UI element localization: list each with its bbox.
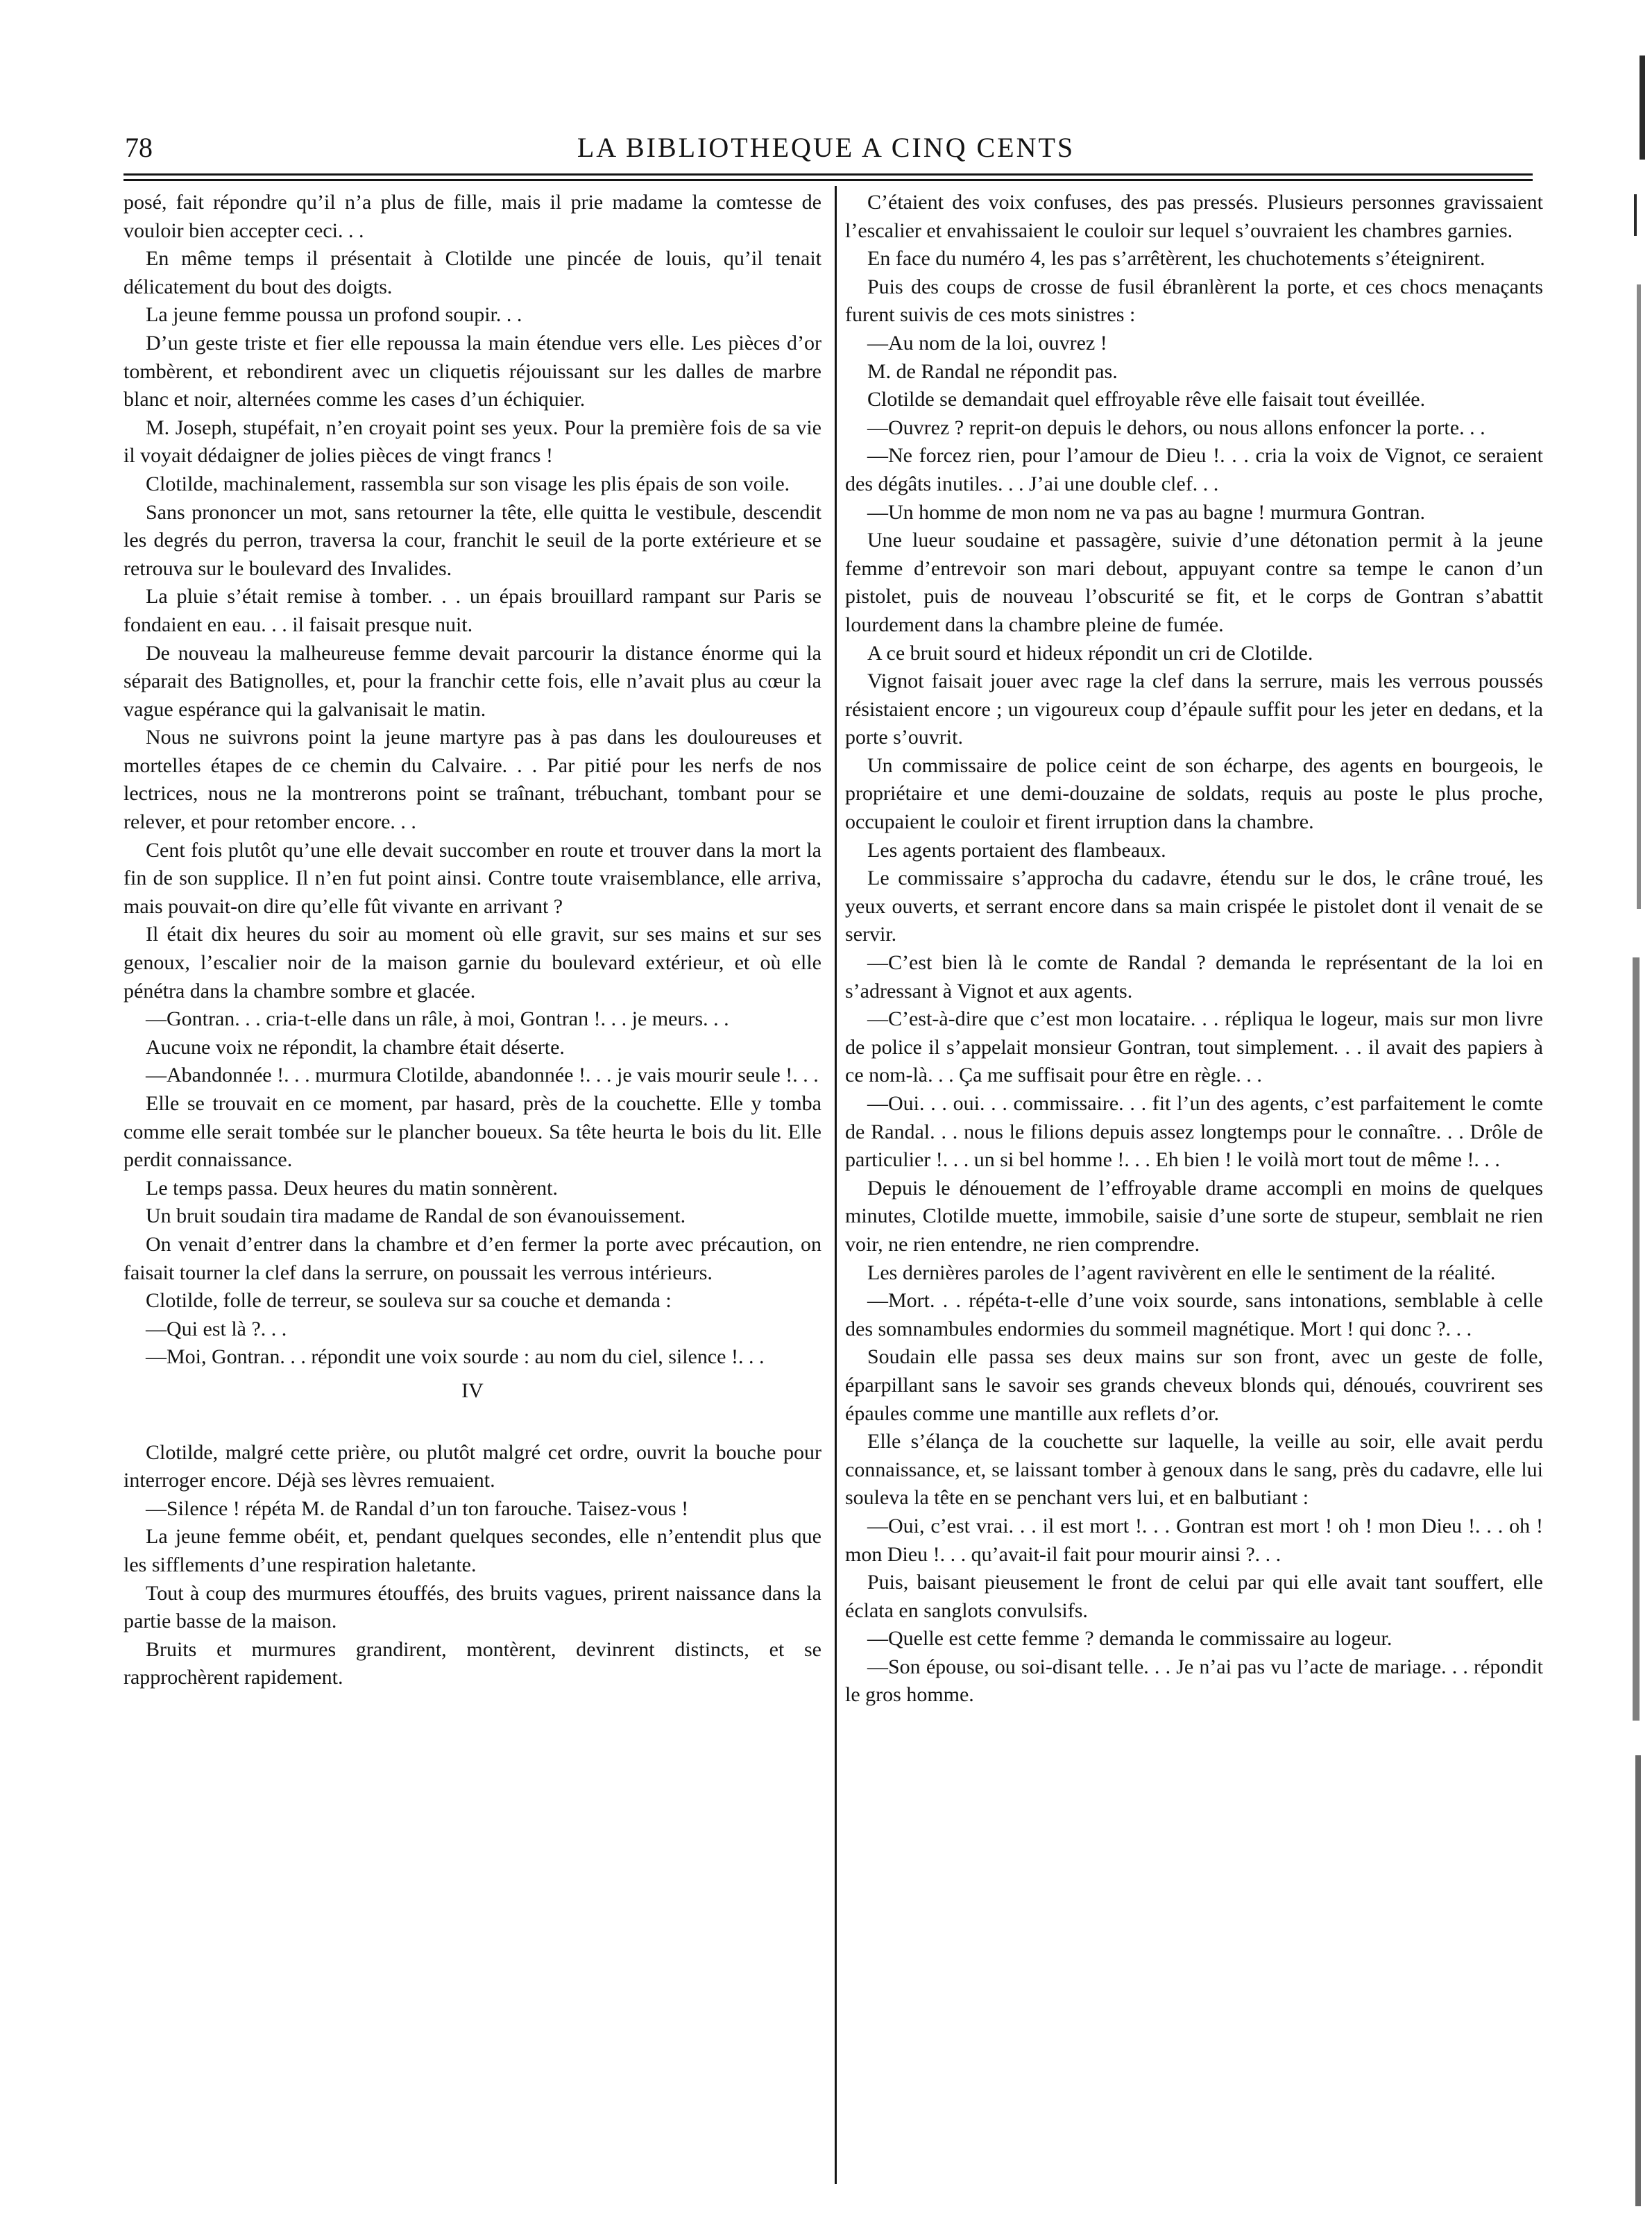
paragraph: En face du numéro 4, les pas s’arrêtèrent, les chuchotements s’éteignirent. <box>867 247 1485 271</box>
paragraph: Tout à coup des murmures étouffés, des bruits vagues, prirent naissance dans la partie basse de la maison. <box>124 1581 821 1633</box>
paragraph: Le temps passa. Deux heures du matin sonnèrent. <box>146 1176 559 1200</box>
paragraph: —Moi, Gontran. . . répondit une voix sourde : au nom du ciel, silence !. . . <box>146 1345 765 1369</box>
paragraph: C’étaient des voix confuses, des pas pressés. Plusieurs personnes gravissaient l’escalier et envahissaient le couloir sur lequel s’ouvraient les chambres garnies. <box>845 191 1543 242</box>
paragraph: —Au nom de la loi, ouvrez ! <box>867 331 1107 355</box>
paragraph: —Oui, c’est vrai. . . il est mort !. . . Gontran est mort ! oh ! mon Dieu !. . . oh ! mon Dieu !. . . qu’avait-il fait pour mourir ainsi ?. . . <box>845 1514 1543 1566</box>
paragraph: Puis, baisant pieusement le front de celui par qui elle avait tant souffert, elle éclata en sanglots convulsifs. <box>845 1571 1543 1622</box>
header-rule-bottom <box>124 179 1533 181</box>
column-divider <box>835 186 837 2184</box>
paragraph: —Quelle est cette femme ? demanda le commissaire au logeur. <box>867 1627 1393 1651</box>
paragraph: —Son épouse, ou soi-disant telle. . . Je n’ai pas vu l’acte de mariage. . . répondit le gros homme. <box>845 1655 1543 1707</box>
section-heading: IV <box>461 1379 484 1402</box>
paragraph: posé, fait répondre qu’il n’a plus de fille, mais il prie madame la comtesse de vouloir bien accepter ceci. . . <box>124 191 821 242</box>
paragraph: M. Joseph, stupéfait, n’en croyait point ses yeux. Pour la première fois de sa vie il voyait dédaigner de jolies pièces de vingt francs ! <box>124 416 821 468</box>
paragraph: —Un homme de mon nom ne va pas au bagne ! murmura Gontran. <box>867 500 1425 524</box>
paragraph: Elle se trouvait en ce moment, par hasard, près de la couchette. Elle y tomba comme elle serait tombée sur le plancher boueux. Sa tête heurta le bois du lit. Elle perdit connaissance. <box>124 1092 821 1172</box>
paragraph: Vignot faisait jouer avec rage la clef dans la serrure, mais les verrous poussés résistaient encore ; un vigoureux coup d’épaule suffit pour les jeter en dedans, et la porte s’ouvrit. <box>845 670 1543 749</box>
paragraph: Puis des coups de crosse de fusil ébranlèrent la porte, et ces chocs menaçants furent suivis de ces mots sinistres : <box>845 275 1543 327</box>
paragraph: Soudain elle passa ses deux mains sur son front, avec un geste de folle, éparpillant sans le savoir ses grands cheveux blonds qui, dénoués, couvrirent ses épaules comme une mantille aux reflets d’or. <box>845 1345 1543 1425</box>
paragraph: Depuis le dénouement de l’effroyable drame accompli en moins de quelques minutes, Clotilde muette, immobile, saisie d’une sorte de stupeur, semblait ne rien voir, ne rien entendre, ne rien comprendre. <box>845 1176 1543 1256</box>
paragraph: Une lueur soudaine et passagère, suivie d’une détonation permit à la jeune femme d’entrevoir son mari debout, appuyant contre sa tempe le canon d’un pistolet, puis de nouveau l’obscurité se fit, et le corps de Gontran s’abattit lourdement dans la chambre pleine de fumée. <box>845 529 1543 636</box>
paragraph: —Ouvrez ? reprit-on depuis le dehors, ou nous allons enfoncer la porte. . . <box>867 416 1485 439</box>
paragraph: Les agents portaient des flambeaux. <box>867 838 1166 862</box>
page-number: 78 <box>125 132 153 163</box>
paragraph: Les dernières paroles de l’agent ravivèrent en elle le sentiment de la réalité. <box>867 1261 1496 1284</box>
paragraph: —C’est bien là le comte de Randal ? demanda le représentant de la loi en s’adressant à Vignot et aux agents. <box>845 951 1543 1003</box>
paragraph: Un bruit soudain tira madame de Randal de son évanouissement. <box>146 1204 686 1228</box>
paragraph: La jeune femme obéit, et, pendant quelques secondes, elle n’entendit plus que les sifflements d’une respiration haletante. <box>124 1525 821 1576</box>
left-column <box>124 189 821 1692</box>
paragraph: Clotilde, malgré cette prière, ou plutôt malgré cet ordre, ouvrit la bouche pour interroger encore. Déjà ses lèvres remuaient. <box>124 1440 821 1492</box>
paragraph: Sans prononcer un mot, sans retourner la tête, elle quitta le vestibule, descendit les degrés du perron, traversa la cour, franchit le seuil de la porte extérieure et se retrouva sur le boulevard des Invalides. <box>124 500 821 580</box>
header-rule-top <box>124 173 1533 176</box>
paragraph: Nous ne suivrons point la jeune martyre pas à pas dans les douloureuses et mortelles étapes de ce chemin du Calvaire. . . Par pitié pour les nerfs de nos lectrices, nous ne la montrerons point se traînant, trébuchant, tombant pour se relever, et pour retomber encore. . . <box>124 726 821 834</box>
right-column <box>845 189 1543 1709</box>
paragraph: En même temps il présentait à Clotilde une pincée de louis, qu’il tenait délicatement du bout des doigts. <box>124 247 821 298</box>
paragraph: —Ne forcez rien, pour l’amour de Dieu !. . . cria la voix de Vignot, ce seraient des dégâts inutiles. . . J’ai une double clef. . . <box>845 444 1543 495</box>
paragraph: —Oui. . . oui. . . commissaire. . . fit l’un des agents, c’est parfaitement le comte de Randal. . . nous le filions depuis assez longtemps pour le connaître. . . Drôle de particulier !. . . un si bel homme !. . . Eh bien ! le voilà mort tout de même !. . . <box>845 1092 1543 1172</box>
paragraph: Cent fois plutôt qu’une elle devait succomber en route et trouver dans la mort la fin de son supplice. Il n’en fut point ainsi. Contre toute vraisemblance, elle arriva, mais pouvait-on dire qu’elle fût vivante en arrivant ? <box>124 838 821 918</box>
paragraph: —Abandonnée !. . . murmura Clotilde, abandonnée !. . . je vais mourir seule !. . . <box>146 1064 819 1087</box>
paragraph: —Silence ! répéta M. de Randal d’un ton farouche. Taisez-vous ! <box>146 1497 689 1520</box>
paragraph: De nouveau la malheureuse femme devait parcourir la distance énorme qui la séparait des Batignolles, et, pour la franchir cette fois, elle n’avait plus au cœur la vague espérance qui la galvanisait le matin. <box>124 641 821 721</box>
paragraph: Clotilde se demandait quel effroyable rêve elle faisait tout éveillée. <box>867 388 1426 411</box>
paragraph: Un commissaire de police ceint de son écharpe, des agents en bourgeois, le propriétaire et une demi-douzaine de soldats, requis au poste le plus proche, occupaient le couloir et firent irruption dans la chambre. <box>845 753 1543 834</box>
paragraph: Il était dix heures du soir au moment où elle gravit, sur ses mains et sur ses genoux, l’escalier noir de la maison garnie du boulevard extérieur, et où elle pénétra dans la chambre sombre et glacée. <box>124 923 821 1003</box>
scan-edge-marks <box>1627 56 1652 2206</box>
paragraph: —C’est-à-dire que c’est mon locataire. . . répliqua le logeur, mais sur mon livre de police il s’appelait monsieur Gontran, tout simplement. . . il avait des papiers à ce nom-là. . . Ça me suffisait pour être en règle. . . <box>845 1007 1543 1087</box>
paragraph: Aucune voix ne répondit, la chambre était déserte. <box>146 1035 565 1059</box>
paragraph: Bruits et murmures grandirent, montèrent, devinrent distincts, et se rapprochèrent rapidement. <box>124 1637 821 1689</box>
paragraph: A ce bruit sourd et hideux répondit un cri de Clotilde. <box>867 641 1313 665</box>
paragraph: Clotilde, folle de terreur, se souleva sur sa couche et demanda : <box>146 1289 672 1313</box>
paragraph: M. de Randal ne répondit pas. <box>867 359 1118 383</box>
paragraph: D’un geste triste et fier elle repoussa la main étendue vers elle. Les pièces d’or tombèrent, et rebondirent avec un cliquetis réjouissant sur les dalles de marbre blanc et noir, alternées comme les cases d’un échiquier. <box>124 331 821 411</box>
paragraph: On venait d’entrer dans la chambre et d’en fermer la porte avec précaution, on faisait tourner la clef dans la serrure, on poussait les verrous intérieurs. <box>124 1232 821 1284</box>
paragraph: La pluie s’était remise à tomber. . . un épais brouillard rampant sur Paris se fondaient en eau. . . il faisait presque nuit. <box>124 585 821 636</box>
running-title: LA BIBLIOTHEQUE A CINQ CENTS <box>577 132 1075 163</box>
paragraph: Elle s’élança de la couchette sur laquelle, la veille au soir, elle avait perdu connaissance, et, se laissant tomber à genoux dans le sang, près du cadavre, elle lui souleva la tête en se penchant vers lui, et en balbutiant : <box>845 1430 1543 1510</box>
paragraph: —Qui est là ?. . . <box>146 1317 287 1340</box>
paragraph: —Mort. . . répéta-t-elle d’une voix sourde, sans intonations, semblable à celle des somnambules endormies du sommeil magnétique. Mort ! qui donc ?. . . <box>845 1289 1543 1340</box>
paragraph: Clotilde, machinalement, rassembla sur son visage les plis épais de son voile. <box>146 472 790 495</box>
paragraph: Le commissaire s’approcha du cadavre, étendu sur le dos, le crâne troué, les yeux ouverts, et serrant encore dans sa main crispée le pistolet dont il venait de se servir. <box>845 867 1543 946</box>
paragraph: —Gontran. . . cria-t-elle dans un râle, à moi, Gontran !. . . je meurs. . . <box>146 1007 729 1031</box>
paragraph: La jeune femme poussa un profond soupir. . . <box>146 303 522 327</box>
